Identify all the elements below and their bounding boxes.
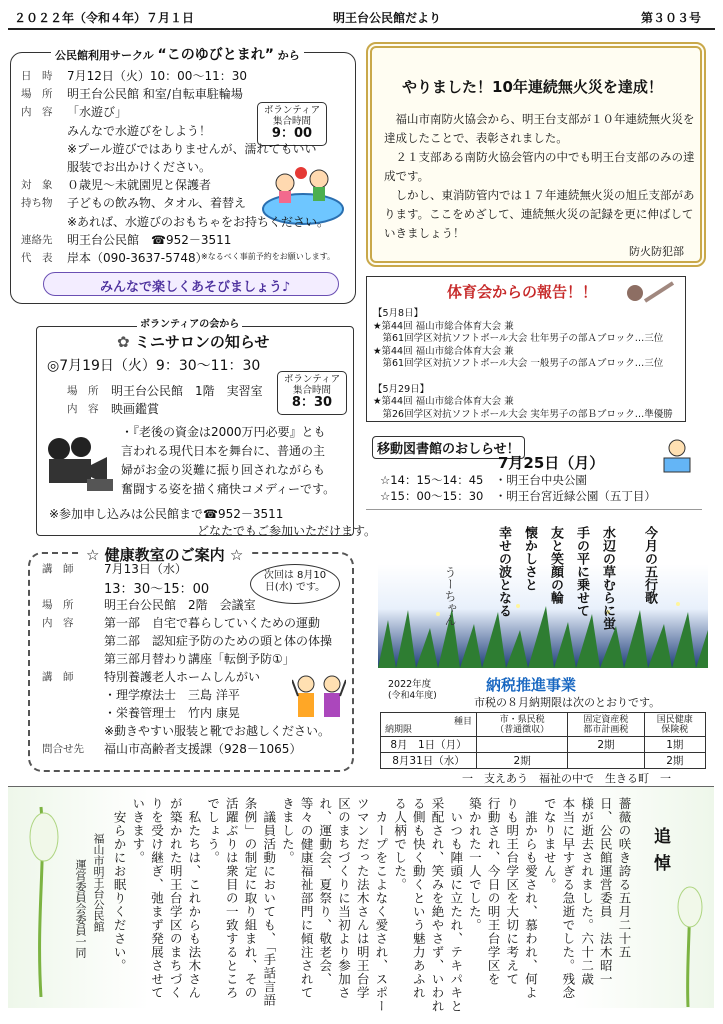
- library-line-2: ☆15：00～15：30 ・明王台宮近緑公園（五丁目）: [380, 489, 656, 503]
- memorial-line: る人柄でした。: [392, 797, 408, 892]
- circle-row-label: 対 象: [21, 179, 53, 192]
- salon-title: ✿ ミニサロンの知らせ: [117, 333, 270, 351]
- memorial-title: 追悼: [650, 827, 670, 881]
- health-row-label: 内 容: [42, 617, 74, 629]
- circle-row-value: 明王台公民館 和室/自転車駐輪場: [67, 87, 243, 102]
- circle-row-label: 持ち物: [21, 197, 53, 210]
- tax-cell: 2期: [644, 753, 705, 769]
- sports-line: 第61回学区対抗ソフトボール大会 一般男子の部Ａブロック…三位: [373, 358, 664, 370]
- salon-note2: どなたでもご参加いただけます。: [197, 524, 377, 538]
- memorial-line: が築かれた明王台学区のまちづく: [168, 797, 184, 1000]
- circle-row-label: 代 表: [21, 252, 53, 264]
- circle-row-label: 場 所: [21, 88, 53, 101]
- newsletter-title: 明王台公民館だより: [333, 11, 442, 25]
- circle-row-value: ０歳児～未就園児と保護者: [67, 178, 212, 193]
- fire-sign: 防火防犯部: [629, 245, 684, 258]
- salon-desc-line: 婦がお金の災難に振り回されながらも: [121, 463, 326, 477]
- tax-year: 2022年度: [388, 679, 432, 690]
- health-row-value: 7月13日（水）: [104, 562, 187, 576]
- health-row-value: 第二部 認知症予防のための頭と体の体操: [104, 634, 333, 648]
- table-row: [381, 737, 706, 753]
- health-row-label: 問合せ先: [42, 743, 84, 755]
- memorial-line: 議員活動においても、「手話言語: [261, 797, 277, 1007]
- circle-row-value: ※プール遊びではありませんが、濡れてもいい: [67, 141, 317, 156]
- library-line-1: ☆14：15～14：45 ・明王台中央公園: [380, 473, 587, 487]
- health-row-value: ・栄養管理士 竹内 康晃: [104, 706, 240, 720]
- circle-row-value: ※あれば、水遊びのおもちゃをお持ちください。: [67, 214, 330, 229]
- poem-line: 幸せの波となる: [496, 526, 511, 617]
- health-row-value: 第三部月替わり講座「転倒予防①」: [104, 652, 295, 666]
- memorial-line: 誰からも愛され、慕われ、何よ: [523, 797, 539, 1000]
- circle-prefix: 公民館利用サークル: [55, 49, 154, 62]
- next-session-bubble: 次回は 8月10日(水) です。: [250, 564, 340, 604]
- salon-datetime: ◎7月19日（火）9：30～11：30: [47, 358, 261, 374]
- health-row-value: ・理学療法士 三島 洋平: [104, 688, 240, 702]
- memorial-line: 私たちは、これからも法木さん: [186, 797, 202, 1000]
- fire-title: やりました！10年連続無火災を達成！: [402, 78, 663, 96]
- circle-row-value: 7月12日（火）10：00～11：30: [67, 69, 247, 83]
- memorial-line: 薔薇の咲き誇る五月二十五: [617, 797, 632, 959]
- tax-due-table: [380, 712, 706, 769]
- lily-left-illustration: [16, 797, 66, 997]
- circle-event-box: [10, 47, 356, 304]
- newsletter-header: [8, 8, 715, 30]
- sports-line: 【5月29日】: [373, 383, 430, 395]
- tax-col-2: 固定資産税 都市計画税: [568, 713, 644, 737]
- fire-body: [384, 110, 696, 243]
- fire-prevention-box: [366, 42, 706, 267]
- baseball-bat-icon: [625, 281, 675, 305]
- memorial-section: [8, 786, 714, 1013]
- health-row-value: ※動きやすい服装と靴でお越しください。: [104, 724, 331, 738]
- library-date: 7月25日（月）: [498, 454, 605, 472]
- circle-row-label: 連絡先: [21, 233, 53, 246]
- circle-row-value: 「水遊び」: [67, 105, 128, 120]
- slogan-text: みんなで楽しくあそびましょう♪: [100, 280, 291, 295]
- memorial-line: カープをこよなく愛され、スポー: [373, 797, 389, 1013]
- tax-cell: 2期: [477, 753, 568, 769]
- tax-title: 納税推進事業: [486, 676, 577, 694]
- memorial-line: 行動され、今日の明王台学区を: [486, 797, 502, 986]
- memorial-line: きました。: [280, 797, 296, 865]
- five-line-poem-panel: [378, 520, 708, 668]
- memorial-line: いきます。: [130, 797, 146, 865]
- salon-desc-line: ・『老後の資金は2000万円必要』とも: [121, 425, 326, 439]
- sports-line: ★第44回 福山市総合体育大会 兼: [373, 396, 514, 408]
- clover-icon: ✿: [117, 333, 130, 351]
- badge-title: ボランティア 集合時間: [283, 374, 341, 396]
- sports-line: 第26回学区対抗ソフトボール大会 実年男子の部Ｂブロック…準優勝: [373, 408, 673, 420]
- health-class-box: [28, 546, 354, 772]
- mini-salon-box: [36, 319, 377, 538]
- circle-row-label: 内 容: [21, 106, 53, 119]
- tax-cell: [568, 753, 644, 769]
- memorial-sign-2: 運営委員会委員一同: [74, 859, 87, 958]
- health-row-value: 福山市高齢者支援課（928－1065）: [104, 742, 302, 756]
- salon-content-label: 内 容: [67, 403, 99, 415]
- grass-fireflies-illustration: [378, 600, 708, 668]
- sports-line: 第61回学区対抗ソフトボール大会 壮年男子の部Ａブロック…三位: [373, 333, 664, 345]
- sports-line: ★第44回 福山市総合体育大会 兼: [373, 320, 514, 332]
- issue-number: 第３０３号: [640, 11, 701, 25]
- memorial-line: りを受け継ぎ、弛まず発展させて: [149, 797, 165, 1000]
- tax-cell: 2期: [568, 737, 644, 753]
- poem-line: 水辺の草むらに蛍: [600, 526, 615, 630]
- salon-time-badge: [277, 371, 347, 415]
- sports-line: ★第44回 福山市総合体育大会 兼: [373, 345, 514, 357]
- health-title: ☆ 健康教室のご案内 ☆: [80, 544, 249, 565]
- tax-cell: [477, 737, 568, 753]
- memorial-line: 区のまちづくりに当初より参加さ: [336, 797, 352, 1000]
- tax-due-date: 8月31日（水）: [381, 753, 477, 769]
- reading-child-icon: [656, 438, 698, 474]
- salon-place-label: 場 所: [67, 385, 99, 397]
- tax-era: (令和4年度): [388, 691, 437, 701]
- memorial-line: りも明王台学区を大切に考えて: [504, 797, 520, 986]
- badge-time: 8：30: [291, 395, 333, 410]
- table-row: [381, 753, 706, 769]
- fire-paragraph: しかし、東消防管内では１７年連続無火災の旭丘支部があります。ここをめざして、連続無火災の記録を更に伸ばしていきましょう！: [384, 188, 695, 240]
- fire-paragraph: ２１支部ある南防火協会管内の中でも明王台支部のみの達成です。: [384, 150, 695, 183]
- health-row-label: 講 師: [42, 671, 74, 683]
- health-row-value: 第一部 自宅で暮らしていくための運動: [104, 616, 321, 630]
- memorial-line: 本当に早すぎる急逝でした。残念: [560, 797, 576, 1000]
- salon-note1: ※参加申し込みは公民館まで☎952－3511: [49, 507, 284, 521]
- badge-time: 9：00: [271, 126, 313, 141]
- circle-row-value: 明王台公民館 ☎952－3511: [67, 232, 232, 247]
- tax-section: [374, 672, 710, 766]
- poem-author: うーちゃん: [443, 566, 457, 626]
- memorial-line: でなりません。: [542, 797, 558, 892]
- circle-suffix: から: [277, 49, 300, 62]
- memorial-line: る側も快く動くという魅力あふれ: [411, 797, 427, 1000]
- memorial-line: 日、公民館運営委員 法木昭一: [598, 797, 614, 986]
- sports-line: 【5月8日】: [373, 308, 424, 319]
- tax-cell: 1期: [644, 737, 705, 753]
- salon-desc-line: 奮闘する姿を描く痛快コメディーです。: [121, 482, 336, 496]
- health-row-label: 講 師: [42, 563, 74, 575]
- health-row-value: 特別養護老人ホームしんがい: [104, 670, 261, 684]
- circle-row-value: みんなで水遊びをしよう！: [67, 123, 212, 138]
- salon-from: ボランティアの会から: [137, 315, 242, 330]
- poem-title: 今月の五行歌: [642, 526, 657, 604]
- memorial-line: 条例」の制定に取り組まれ、その: [243, 797, 258, 1000]
- tax-due-date: 8月 1日（月）: [381, 737, 477, 753]
- sports-title: 体育会からの報告！！: [447, 283, 598, 301]
- circle-heading: [51, 44, 304, 64]
- memorial-line: 采配され、笑みを絶やさず、いわれ: [430, 797, 445, 1013]
- badge-title: ボランティア 集合時間: [263, 105, 321, 127]
- circle-row-value: 子どもの飲み物、タオル、着替え: [67, 196, 247, 211]
- memorial-sign-1: 福山市明王台公民館: [92, 833, 105, 932]
- poem-line: 手の平に乗せて: [574, 526, 589, 617]
- lily-right-illustration: [668, 877, 708, 1007]
- circle-name: “このゆびとまれ”: [157, 47, 274, 63]
- poem-line: 懐かしさと: [522, 526, 537, 591]
- memorial-line: でしょう。: [205, 797, 221, 865]
- circle-row-value: 服装でお出かけください。: [67, 160, 212, 174]
- memorial-line: 安らかにお眠りください。: [112, 797, 128, 973]
- memorial-line: 等々の健康福祉部門に傾注されて: [299, 797, 315, 1000]
- salon-place: 明王台公民館 1階 実習室: [111, 384, 263, 398]
- health-row-value: 13：30～15：00: [104, 582, 210, 597]
- tax-col-3: 国民健康 保険税: [644, 713, 705, 737]
- movie-projector-icon: [43, 435, 115, 493]
- library-box: [366, 432, 702, 510]
- circle-row-value: 岸本（090-3637-5748）: [67, 251, 208, 265]
- salon-desc-line: 言われる現代日本を舞台に、普通の主: [121, 444, 326, 458]
- issue-date: ２０２２年（令和４年）７月１日: [14, 11, 195, 25]
- poem-line: 友と笑顔の輪: [548, 526, 563, 604]
- memorial-line: 様が逝去されました。六十二歳: [579, 797, 595, 986]
- tax-col-1: 市・県民税 （普通徴収）: [477, 713, 568, 737]
- library-title: 移動図書館のおしらせ！: [372, 436, 525, 459]
- community-motto: 一 支えあう 福祉の中で 生きる町 一: [462, 772, 671, 785]
- memorial-line: ツマンだった法木さんは明王台学: [355, 797, 371, 1000]
- circle-rep-note: ※なるべく事前予約をお願いします。: [201, 252, 336, 261]
- tax-header-corner: 種目 納期限: [381, 713, 477, 737]
- memorial-line: 築かれた一人でした。: [467, 797, 483, 932]
- slogan-banner: [43, 272, 339, 296]
- tax-subtitle: 市税の８月納期限は次のとおりです。: [474, 696, 661, 709]
- memorial-line: 活躍ぶりは衆目の一致するところ: [224, 797, 240, 1000]
- fire-paragraph: 福山市南防火協会から、明王台支部が１０年連続無火災を達成したことで、表彰されました。: [384, 112, 695, 145]
- circle-row-label: 日 時: [21, 70, 53, 82]
- memorial-line: れ、運動会、夏祭り、敬老会、: [317, 797, 333, 986]
- memorial-line: いつも陣頭に立たれ、テキパキと: [448, 797, 464, 1013]
- health-row-label: 場 所: [42, 599, 74, 611]
- sports-report-box: [366, 276, 686, 422]
- salon-content: 映画鑑賞: [111, 402, 160, 416]
- health-row-value: 明王台公民館 2階 会議室: [104, 598, 256, 612]
